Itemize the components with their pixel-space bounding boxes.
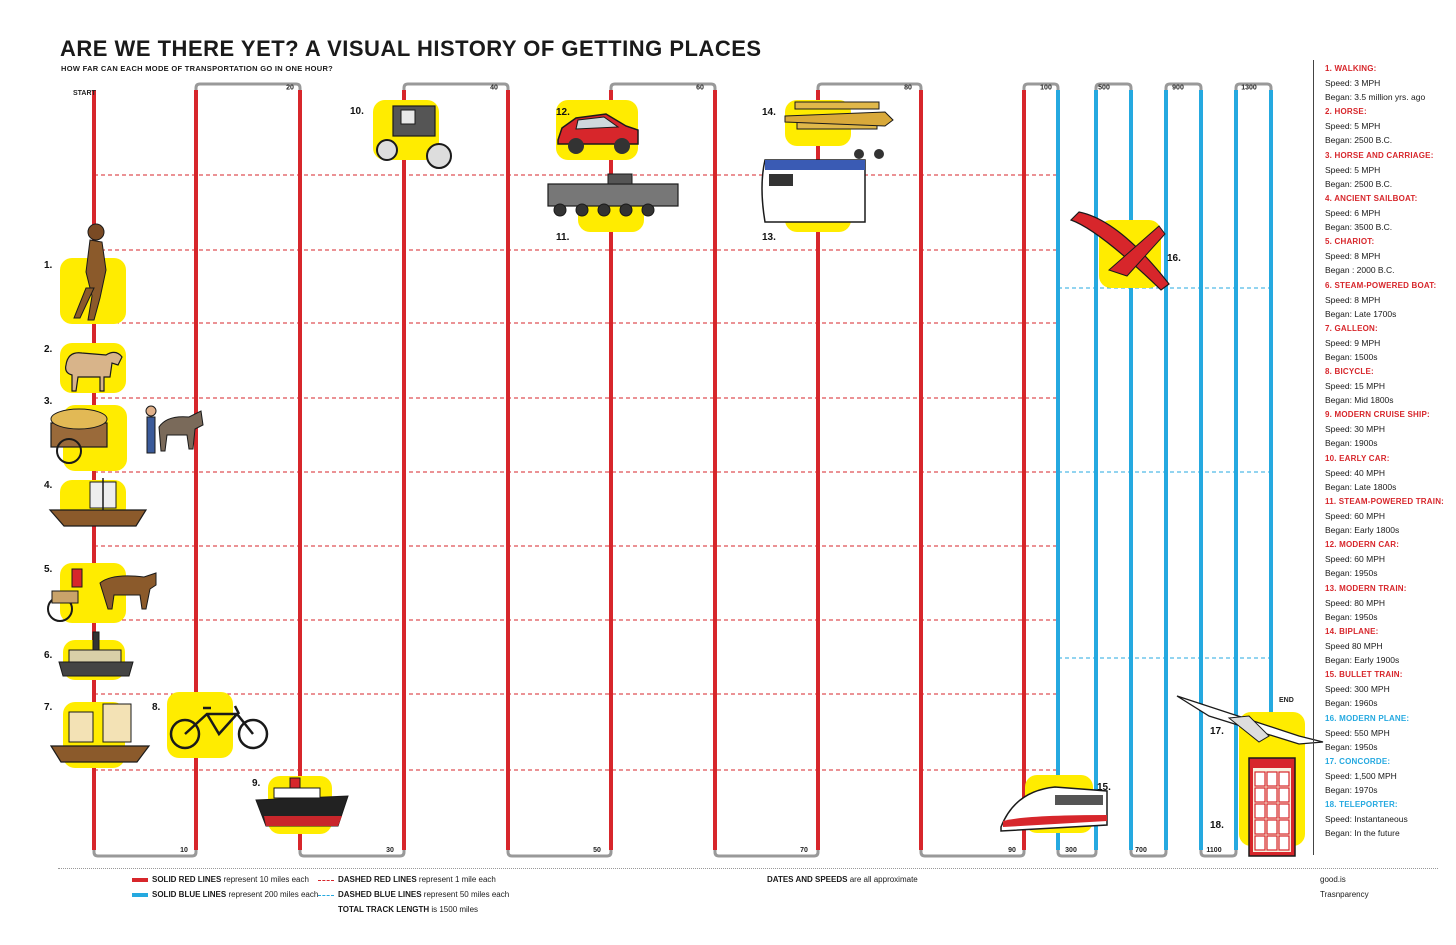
legend-began: Began: 1500s [1325,351,1378,362]
legend-began: Began: 1950s [1325,741,1378,752]
legend-heading: 16. MODERN PLANE: [1325,713,1410,723]
marker-number: 13. [762,232,776,243]
legend-speed: Speed: 1,500 MPH [1325,770,1397,781]
top-mile-marker: 100 [1040,84,1052,92]
top-mile-marker: 500 [1098,84,1110,92]
legend-heading: 1. WALKING: [1325,64,1377,73]
bottom-mile-marker: 30 [386,847,394,854]
marker-number: 9. [252,778,261,789]
legend-heading: 12. MODERN CAR: [1325,540,1400,550]
legend-speed: Speed: 60 MPH [1325,554,1386,565]
legend-heading: 18. TELEPORTER: [1325,800,1398,810]
legend-heading: 17. CONCORDE: [1325,756,1391,766]
legend-began: Began: In the future [1325,828,1400,839]
legend-began: Began: 1970s [1325,784,1378,795]
top-mile-marker: 20 [286,84,294,92]
dashed-blue-swatch [318,895,334,896]
marker-number: 18. [1210,820,1224,831]
marker-number: 11. [556,232,570,243]
legend-heading: 13. MODERN TRAIN: [1325,583,1407,593]
end-label: END [1279,697,1294,704]
legend-speed: Speed: Instantaneous [1325,814,1408,825]
marker-number: 3. [44,396,53,407]
marker-number: 12. [556,107,570,118]
legend-speed: Speed: 8 MPH [1325,294,1381,305]
legend-began: Began : 2000 B.C. [1325,265,1395,276]
top-mile-marker: 900 [1172,84,1184,92]
legend-began: Began: Late 1800s [1325,481,1397,492]
legend-began: Began: 3500 B.C. [1325,221,1393,232]
legend-speed: Speed: 15 MPH [1325,381,1386,392]
legend-speed: Speed: 5 MPH [1325,164,1381,175]
legend-heading: 15. BULLET TRAIN: [1325,670,1403,680]
marker-number: 7. [44,702,53,713]
legend-heading: 3. HORSE AND CARRIAGE: [1325,150,1434,160]
legend-heading: 5. CHARIOT: [1325,237,1375,247]
legend-panel [1313,60,1454,855]
legend-began: Began: Early 1800s [1325,525,1400,535]
legend-speed: Speed: 3 MPH [1325,78,1381,88]
bottom-mile-marker: 700 [1135,847,1147,854]
legend-began: Began: Late 1700s [1325,308,1397,319]
modern-train-icon [762,160,865,222]
bottom-mile-marker: 50 [593,847,601,854]
track-bottom-connector [1058,850,1096,856]
dashed-red-swatch [318,880,334,881]
marker-number: 2. [44,344,53,355]
legend-began: Began: Early 1900s [1325,654,1400,665]
top-mile-marker: 40 [490,84,498,92]
bottom-mile-marker: 300 [1065,847,1077,854]
legend-heading: 8. BICYCLE: [1325,367,1374,377]
start-label: START [73,90,96,97]
legend-heading: 9. MODERN CRUISE SHIP: [1325,410,1430,420]
marker-number: 10. [350,106,364,117]
legend-began: Began: 3.5 million yrs. ago [1325,92,1426,102]
top-mile-marker: 80 [904,84,912,92]
footer-total-length: TOTAL TRACK LENGTH is 1500 miles [338,905,479,914]
footer-solid-red: SOLID RED LINES represent 10 miles each [152,875,309,884]
marker-number: 4. [44,480,53,491]
marker-number: 16. [1167,253,1181,264]
legend-heading: 14. BIPLANE: [1325,626,1379,636]
track-top-connector [196,84,300,90]
legend-speed: Speed: 80 MPH [1325,597,1386,608]
legend-began: Began: 2500 B.C. [1325,178,1393,189]
footer-credit-source: Trasnparency [1320,890,1369,899]
bullet-train-icon [1001,787,1107,831]
legend-began: Began: 1950s [1325,568,1378,579]
legend-speed: Speed: 30 MPH [1325,424,1386,435]
footer-solid-blue: SOLID BLUE LINES represent 200 miles each [152,890,319,899]
footer-dates-note: DATES AND SPEEDS are all approximate [767,875,918,884]
legend-heading: 4. ANCIENT SAILBOAT: [1325,193,1418,203]
legend-speed: Speed: 40 MPH [1325,467,1386,478]
legend-heading: 7. GALLEON: [1325,323,1378,333]
footer-dashed-blue: DASHED BLUE LINES represent 50 miles each [338,890,510,899]
marker-number: 15. [1097,782,1111,793]
legend-speed: Speed: 9 MPH [1325,337,1381,348]
legend-began: Began: Mid 1800s [1325,395,1394,406]
solid-blue-swatch [132,893,148,897]
bottom-mile-marker: 70 [800,847,808,854]
legend-speed: Speed: 5 MPH [1325,121,1381,132]
legend-speed: Speed: 60 MPH [1325,511,1386,521]
legend-speed: Speed: 300 MPH [1325,684,1390,695]
marker-number: 17. [1210,726,1224,737]
legend-speed: Speed: 6 MPH [1325,207,1381,218]
legend-began: Began: 1900s [1325,438,1378,449]
bottom-mile-marker: 1100 [1206,847,1222,854]
bottom-mile-marker: 90 [1008,847,1016,854]
teleporter-booth-icon [1249,758,1295,856]
footer-credit-site: good.is [1320,875,1346,884]
page-title: ARE WE THERE YET? A VISUAL HISTORY OF GETTING PLACES [60,36,762,61]
legend-began: Began: 2500 B.C. [1325,135,1393,146]
footer-dashed-red: DASHED RED LINES represent 1 mile each [338,875,496,884]
legend-began: Began: 1950s [1325,611,1378,622]
page-subtitle: HOW FAR CAN EACH MODE OF TRANSPORTATION GO IN ONE HOUR? [61,64,334,73]
legend-heading: 10. EARLY CAR: [1325,453,1390,463]
solid-red-swatch [132,878,148,882]
marker-number: 5. [44,564,53,575]
highlight-box [167,692,233,758]
footer-divider [58,868,1438,869]
marker-number: 8. [152,702,161,713]
bottom-mile-marker: 10 [180,847,188,854]
marker-number: 6. [44,650,53,661]
top-mile-marker: 60 [696,84,704,92]
legend-heading: 2. HORSE: [1325,107,1367,117]
marker-number: 14. [762,107,776,118]
legend-speed: Speed: 8 MPH [1325,251,1381,262]
legend-heading: 11. STEAM-POWERED TRAIN: [1325,497,1445,506]
legend-speed: Speed: 550 MPH [1325,727,1390,738]
marker-number: 1. [44,260,53,271]
legend-began: Began: 1960s [1325,698,1378,709]
top-mile-marker: 1300 [1241,84,1257,92]
legend-speed: Speed 80 MPH [1325,640,1383,651]
legend-heading: 6. STEAM-POWERED BOAT: [1325,280,1437,290]
